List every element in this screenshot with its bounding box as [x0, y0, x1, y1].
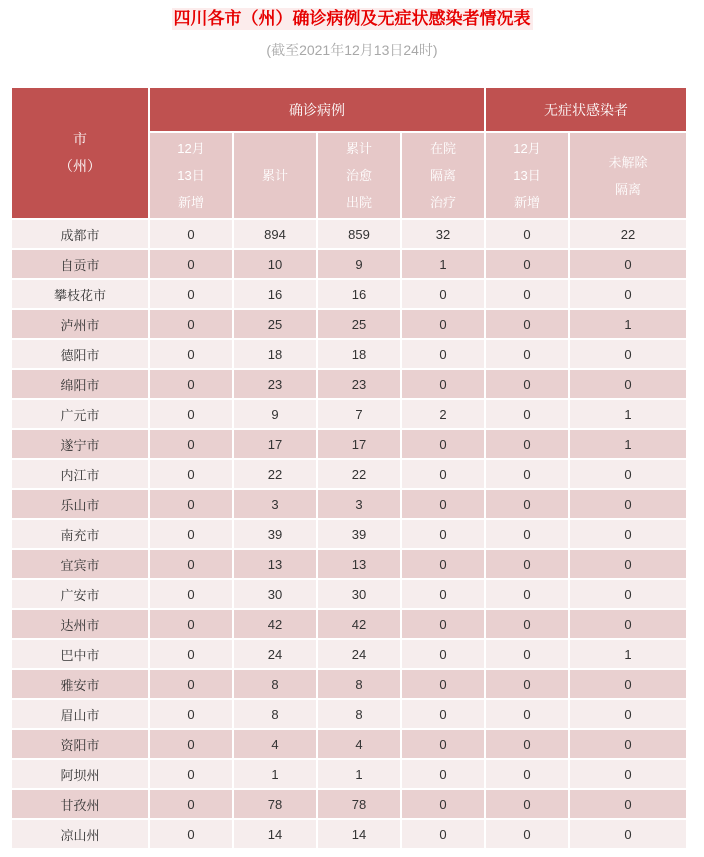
- value-cell: 4: [318, 730, 400, 758]
- value-cell: 8: [318, 700, 400, 728]
- value-cell: 22: [234, 460, 316, 488]
- value-cell: 3: [234, 490, 316, 518]
- value-cell: 22: [570, 220, 686, 248]
- value-cell: 0: [150, 280, 232, 308]
- subheader-confirmed-cured-discharged: [318, 133, 400, 218]
- sub-header-line: 在院: [429, 141, 456, 156]
- value-cell: 0: [570, 520, 686, 548]
- value-cell: 8: [234, 670, 316, 698]
- sub-header-line: 13日: [513, 168, 541, 183]
- value-cell: 0: [486, 820, 568, 848]
- value-cell: 24: [234, 640, 316, 668]
- value-cell: 3: [318, 490, 400, 518]
- value-cell: 859: [318, 220, 400, 248]
- value-cell: 42: [234, 610, 316, 638]
- value-cell: 0: [570, 550, 686, 578]
- value-cell: 0: [150, 790, 232, 818]
- value-cell: 0: [486, 430, 568, 458]
- table-row: [12, 430, 686, 458]
- value-cell: 0: [486, 310, 568, 338]
- table-row: [12, 250, 686, 278]
- region-cell: 内江市: [12, 460, 148, 488]
- sub-header-line: 未解除: [608, 154, 648, 170]
- table-row: [12, 310, 686, 338]
- value-cell: 1: [570, 430, 686, 458]
- value-cell: 0: [570, 820, 686, 848]
- value-cell: 0: [150, 820, 232, 848]
- corner-header-line: （州）: [59, 158, 101, 174]
- sub-header-line: 新增: [513, 195, 540, 210]
- value-cell: 0: [486, 730, 568, 758]
- covid-table-body: [12, 220, 686, 848]
- region-cell: 广安市: [12, 580, 148, 608]
- sub-header-line: 新增: [177, 195, 204, 210]
- sub-header-line: 隔离: [614, 181, 641, 197]
- subheader-confirmed-cumulative: [234, 133, 316, 218]
- value-cell: 42: [318, 610, 400, 638]
- value-cell: 8: [234, 700, 316, 728]
- value-cell: 7: [318, 400, 400, 428]
- value-cell: 0: [150, 550, 232, 578]
- sub-header-line: 12月: [177, 141, 205, 156]
- value-cell: 25: [234, 310, 316, 338]
- value-cell: 894: [234, 220, 316, 248]
- value-cell: 0: [402, 790, 484, 818]
- value-cell: 16: [234, 280, 316, 308]
- page-subtitle: (截至2021年12月13日24时): [266, 42, 438, 58]
- region-cell: 雅安市: [12, 670, 148, 698]
- table-row: [12, 220, 686, 248]
- value-cell: 0: [402, 310, 484, 338]
- value-cell: 0: [486, 490, 568, 518]
- value-cell: 0: [486, 610, 568, 638]
- table-row: [12, 490, 686, 518]
- value-cell: 30: [318, 580, 400, 608]
- value-cell: 2: [402, 400, 484, 428]
- value-cell: 0: [570, 250, 686, 278]
- value-cell: 1: [570, 640, 686, 668]
- value-cell: 0: [486, 550, 568, 578]
- table-row: [12, 340, 686, 368]
- table-row: [12, 550, 686, 578]
- region-cell: 乐山市: [12, 490, 148, 518]
- value-cell: 0: [150, 520, 232, 548]
- header-row-groups: [12, 88, 686, 131]
- value-cell: 0: [402, 430, 484, 458]
- value-cell: 8: [318, 670, 400, 698]
- value-cell: 0: [150, 580, 232, 608]
- value-cell: 0: [402, 760, 484, 788]
- value-cell: 0: [150, 490, 232, 518]
- value-cell: 0: [570, 580, 686, 608]
- value-cell: 0: [570, 280, 686, 308]
- value-cell: 0: [402, 730, 484, 758]
- value-cell: 0: [402, 460, 484, 488]
- value-cell: 32: [402, 220, 484, 248]
- value-cell: 0: [486, 700, 568, 728]
- value-cell: 9: [234, 400, 316, 428]
- value-cell: 0: [486, 460, 568, 488]
- value-cell: 0: [570, 790, 686, 818]
- value-cell: 30: [234, 580, 316, 608]
- value-cell: 1: [570, 400, 686, 428]
- sub-header-line: 累计: [345, 141, 372, 156]
- corner-header-line: 市: [73, 131, 87, 147]
- region-cell: 泸州市: [12, 310, 148, 338]
- value-cell: 0: [150, 670, 232, 698]
- value-cell: 0: [150, 340, 232, 368]
- value-cell: 10: [234, 250, 316, 278]
- region-cell: 自贡市: [12, 250, 148, 278]
- table-row: [12, 700, 686, 728]
- value-cell: 16: [318, 280, 400, 308]
- value-cell: 0: [150, 250, 232, 278]
- sub-header-line: 13日: [177, 168, 205, 183]
- table-row: [12, 790, 686, 818]
- value-cell: 18: [318, 340, 400, 368]
- table-row: [12, 820, 686, 848]
- region-cell: 巴中市: [12, 640, 148, 668]
- corner-header-city-prefecture: [12, 88, 148, 218]
- value-cell: 13: [318, 550, 400, 578]
- table-row: [12, 280, 686, 308]
- region-cell: 宜宾市: [12, 550, 148, 578]
- region-cell: 南充市: [12, 520, 148, 548]
- value-cell: 0: [570, 370, 686, 398]
- value-cell: 0: [150, 310, 232, 338]
- value-cell: 39: [318, 520, 400, 548]
- table-row: [12, 400, 686, 428]
- region-cell: 广元市: [12, 400, 148, 428]
- value-cell: 0: [486, 760, 568, 788]
- sub-header-line: 累计: [261, 168, 288, 183]
- value-cell: 0: [486, 790, 568, 818]
- value-cell: 0: [402, 820, 484, 848]
- region-cell: 成都市: [12, 220, 148, 248]
- table-row: [12, 610, 686, 638]
- value-cell: 0: [150, 430, 232, 458]
- value-cell: 0: [150, 700, 232, 728]
- region-cell: 遂宁市: [12, 430, 148, 458]
- table-row: [12, 460, 686, 488]
- value-cell: 0: [486, 250, 568, 278]
- value-cell: 0: [402, 340, 484, 368]
- region-cell: 德阳市: [12, 340, 148, 368]
- value-cell: 1: [570, 310, 686, 338]
- value-cell: 0: [486, 640, 568, 668]
- value-cell: 0: [486, 580, 568, 608]
- value-cell: 0: [150, 370, 232, 398]
- value-cell: 13: [234, 550, 316, 578]
- value-cell: 0: [402, 700, 484, 728]
- table-row: [12, 730, 686, 758]
- value-cell: 0: [402, 280, 484, 308]
- value-cell: 39: [234, 520, 316, 548]
- page-title: 四川各市（州）确诊病例及无症状感染者情况表: [173, 9, 531, 28]
- value-cell: 0: [570, 490, 686, 518]
- value-cell: 23: [234, 370, 316, 398]
- region-cell: 达州市: [12, 610, 148, 638]
- value-cell: 0: [402, 610, 484, 638]
- value-cell: 0: [150, 460, 232, 488]
- subheader-asymptomatic-not-released-isolation: [570, 133, 686, 218]
- value-cell: 0: [402, 550, 484, 578]
- value-cell: 0: [150, 730, 232, 758]
- value-cell: 0: [570, 670, 686, 698]
- value-cell: 4: [234, 730, 316, 758]
- value-cell: 0: [486, 220, 568, 248]
- value-cell: 0: [402, 520, 484, 548]
- subheader-confirmed-in-hospital-isolation: [402, 133, 484, 218]
- value-cell: 0: [402, 670, 484, 698]
- subheader-asymptomatic-dec13-new: [486, 133, 568, 218]
- value-cell: 0: [570, 610, 686, 638]
- value-cell: 22: [318, 460, 400, 488]
- value-cell: 23: [318, 370, 400, 398]
- sub-header-line: 出院: [345, 195, 372, 210]
- value-cell: 25: [318, 310, 400, 338]
- value-cell: 0: [150, 400, 232, 428]
- value-cell: 0: [486, 520, 568, 548]
- value-cell: 17: [234, 430, 316, 458]
- value-cell: 0: [486, 280, 568, 308]
- region-cell: 绵阳市: [12, 370, 148, 398]
- table-row: [12, 670, 686, 698]
- region-cell: 眉山市: [12, 700, 148, 728]
- value-cell: 14: [318, 820, 400, 848]
- covid-table-head: [12, 88, 686, 218]
- region-cell: 资阳市: [12, 730, 148, 758]
- value-cell: 0: [402, 640, 484, 668]
- value-cell: 9: [318, 250, 400, 278]
- subheader-confirmed-dec13-new: [150, 133, 232, 218]
- sub-header-line: 治疗: [429, 195, 456, 210]
- region-cell: 攀枝花市: [12, 280, 148, 308]
- value-cell: 0: [570, 730, 686, 758]
- value-cell: 1: [318, 760, 400, 788]
- value-cell: 0: [150, 610, 232, 638]
- page-header: [0, 0, 704, 59]
- value-cell: 0: [570, 340, 686, 368]
- value-cell: 0: [486, 340, 568, 368]
- value-cell: 0: [486, 400, 568, 428]
- value-cell: 78: [318, 790, 400, 818]
- group-header-asymptomatic-carriers: 无症状感染者: [486, 88, 686, 131]
- value-cell: 78: [234, 790, 316, 818]
- sub-header-line: 治愈: [345, 168, 372, 183]
- value-cell: 0: [402, 580, 484, 608]
- value-cell: 0: [150, 640, 232, 668]
- table-row: [12, 760, 686, 788]
- value-cell: 0: [150, 220, 232, 248]
- value-cell: 0: [402, 370, 484, 398]
- value-cell: 18: [234, 340, 316, 368]
- value-cell: 1: [234, 760, 316, 788]
- value-cell: 17: [318, 430, 400, 458]
- table-row: [12, 520, 686, 548]
- value-cell: 14: [234, 820, 316, 848]
- value-cell: 0: [486, 670, 568, 698]
- sub-header-line: 12月: [513, 141, 541, 156]
- value-cell: 24: [318, 640, 400, 668]
- region-cell: 甘孜州: [12, 790, 148, 818]
- value-cell: 0: [570, 700, 686, 728]
- table-row: [12, 640, 686, 668]
- region-cell: 阿坝州: [12, 760, 148, 788]
- sub-header-line: 隔离: [429, 168, 456, 183]
- value-cell: 0: [570, 460, 686, 488]
- group-header-confirmed-cases: 确诊病例: [150, 88, 484, 131]
- table-row: [12, 370, 686, 398]
- value-cell: 0: [150, 760, 232, 788]
- value-cell: 0: [486, 370, 568, 398]
- table-row: [12, 580, 686, 608]
- region-cell: 凉山州: [12, 820, 148, 848]
- value-cell: 0: [570, 760, 686, 788]
- value-cell: 1: [402, 250, 484, 278]
- covid-cases-table: [10, 86, 688, 850]
- value-cell: 0: [402, 490, 484, 518]
